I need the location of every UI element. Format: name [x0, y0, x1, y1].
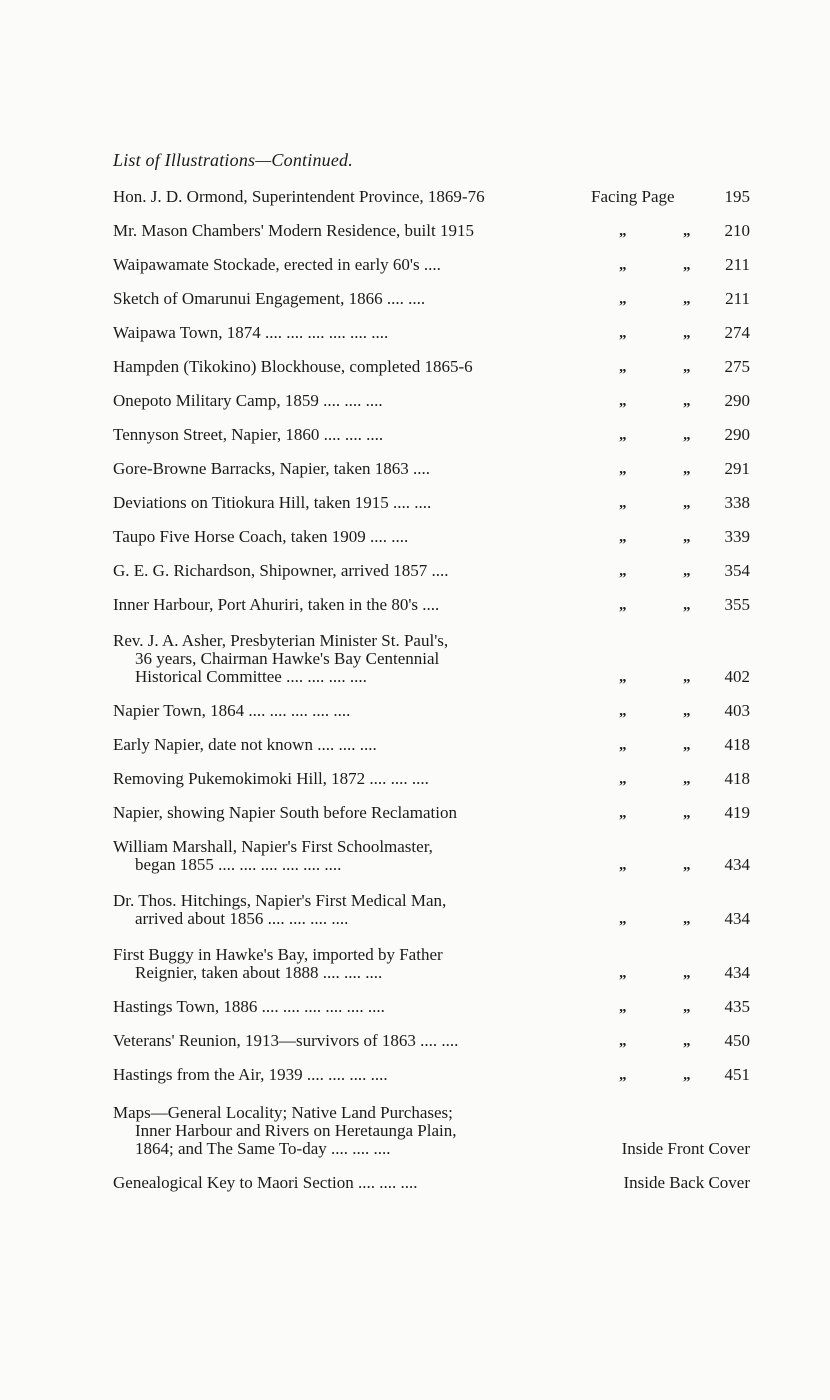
- list-item: [113, 631, 750, 686]
- ditto-mark: „: [683, 427, 691, 443]
- ditto-mark: „: [619, 857, 627, 873]
- ditto-mark: „: [683, 325, 691, 341]
- entry-title-line: Hon. J. D. Ormond, Superintendent Province, 1869-76: [113, 187, 485, 206]
- page-number: 274: [724, 323, 750, 342]
- entry-title: [113, 290, 583, 308]
- entry-title-line: 1864; and The Same To-day .... .... ....: [135, 1139, 391, 1158]
- ditto-mark: „: [619, 325, 627, 341]
- list-item: [113, 358, 750, 376]
- entry-title: [113, 1104, 583, 1158]
- ditto-mark: „: [619, 359, 627, 375]
- list-item: [113, 1066, 750, 1084]
- entry-title: [113, 998, 583, 1016]
- ditto-mark: „: [683, 805, 691, 821]
- entry-title-line: Napier Town, 1864 .... .... .... .... ....: [113, 701, 351, 720]
- entry-title-line: Inner Harbour and Rivers on Heretaunga Plain,: [135, 1121, 457, 1140]
- ditto-mark: „: [683, 965, 691, 981]
- ditto-mark: „: [683, 563, 691, 579]
- page-number: 211: [725, 289, 750, 308]
- list-item: [113, 804, 750, 822]
- list-item: [113, 256, 750, 274]
- entry-title-line: Hastings from the Air, 1939 .... .... .... ....: [113, 1065, 388, 1084]
- entry-title: [113, 702, 583, 720]
- entry-title: [113, 460, 583, 478]
- cover-location: Inside Back Cover: [623, 1173, 750, 1192]
- entry-title-line: Veterans' Reunion, 1913—survivors of 1863 .... ....: [113, 1031, 459, 1050]
- entry-title-line: Early Napier, date not known .... .... ....: [113, 735, 377, 754]
- entry-title-line: Removing Pukemokimoki Hill, 1872 .... .... ....: [113, 769, 429, 788]
- entry-title: [113, 632, 583, 686]
- ditto-mark: „: [619, 597, 627, 613]
- entry-title: [113, 222, 583, 240]
- entry-title: [113, 804, 583, 822]
- ditto-mark: „: [619, 703, 627, 719]
- list-item: [113, 460, 750, 478]
- list-item: [113, 596, 750, 614]
- ditto-mark: „: [619, 1067, 627, 1083]
- list-item: [113, 998, 750, 1016]
- entry-title-line: Waipawa Town, 1874 .... .... .... .... .... ....: [113, 323, 389, 342]
- entry-title-line: Gore-Browne Barracks, Napier, taken 1863 ....: [113, 459, 431, 478]
- list-item: [113, 290, 750, 308]
- entry-title-line: Hampden (Tikokino) Blockhouse, completed 1865-6: [113, 357, 473, 376]
- page-number: 354: [724, 561, 750, 580]
- entry-title: [113, 892, 583, 928]
- list-item: [113, 528, 750, 546]
- list-item: [113, 945, 750, 982]
- entry-title: [113, 1174, 583, 1192]
- ditto-mark: „: [619, 911, 627, 927]
- page-number: 403: [724, 701, 750, 720]
- ditto-mark: „: [619, 529, 627, 545]
- ditto-mark: „: [683, 911, 691, 927]
- page-number: 418: [724, 769, 750, 788]
- entry-title: [113, 770, 583, 788]
- ditto-mark: „: [683, 1067, 691, 1083]
- entry-title: [113, 562, 583, 580]
- page-number: 418: [724, 735, 750, 754]
- ditto-mark: „: [683, 291, 691, 307]
- ditto-mark: „: [619, 965, 627, 981]
- list-item: [113, 562, 750, 580]
- page-number: 275: [724, 357, 750, 376]
- entry-title-line: Taupo Five Horse Coach, taken 1909 .... ....: [113, 527, 409, 546]
- ditto-mark: „: [683, 999, 691, 1015]
- entry-title-line: Rev. J. A. Asher, Presbyterian Minister St. Paul's,: [113, 631, 449, 650]
- ditto-mark: „: [683, 495, 691, 511]
- entry-title: [113, 528, 583, 546]
- entry-title-line: G. E. G. Richardson, Shipowner, arrived 1857 ....: [113, 561, 449, 580]
- entry-title-line: William Marshall, Napier's First Schoolmaster,: [113, 837, 433, 856]
- ditto-mark: „: [683, 461, 691, 477]
- entry-title-line: Mr. Mason Chambers' Modern Residence, built 1915: [113, 221, 474, 240]
- entry-title-line: Historical Committee .... .... .... ....: [135, 667, 367, 686]
- page-number: 290: [724, 391, 750, 410]
- list-item: [113, 392, 750, 410]
- ditto-mark: „: [619, 771, 627, 787]
- cover-item: [113, 1174, 750, 1192]
- ditto-mark: „: [619, 737, 627, 753]
- list-item: [113, 1032, 750, 1050]
- ditto-mark: „: [619, 427, 627, 443]
- ditto-mark: „: [619, 461, 627, 477]
- list-item: [113, 770, 750, 788]
- entry-title-line: 36 years, Chairman Hawke's Bay Centennial: [135, 649, 440, 668]
- entry-title: [113, 1032, 583, 1050]
- page-number: 450: [724, 1031, 750, 1050]
- page-number: 195: [724, 187, 750, 206]
- page-number: 338: [724, 493, 750, 512]
- list-item: [113, 426, 750, 444]
- ditto-mark: „: [619, 1033, 627, 1049]
- cover-item: [113, 1103, 750, 1158]
- page-number: 355: [724, 595, 750, 614]
- ditto-mark: „: [619, 563, 627, 579]
- list-item: [113, 702, 750, 720]
- page-number: 434: [724, 855, 750, 874]
- list-item: [113, 324, 750, 342]
- ditto-mark: „: [683, 529, 691, 545]
- entry-title-line: Napier, showing Napier South before Reclamation: [113, 803, 457, 822]
- entry-title-line: Reignier, taken about 1888 .... .... ....: [135, 963, 383, 982]
- entry-title-line: Tennyson Street, Napier, 1860 .... .... ....: [113, 425, 384, 444]
- entry-title: [113, 256, 583, 274]
- entry-title: [113, 596, 583, 614]
- list-item: [113, 494, 750, 512]
- page-number: 290: [724, 425, 750, 444]
- ditto-mark: „: [619, 495, 627, 511]
- list-item: [113, 188, 750, 206]
- ditto-mark: „: [619, 291, 627, 307]
- list-item: [113, 891, 750, 928]
- list-item: [113, 837, 750, 874]
- page-number: 211: [725, 255, 750, 274]
- ditto-mark: „: [683, 771, 691, 787]
- ditto-mark: „: [683, 1033, 691, 1049]
- page-number: 435: [724, 997, 750, 1016]
- entry-title-line: Sketch of Omarunui Engagement, 1866 .... ....: [113, 289, 426, 308]
- entry-title-line: began 1855 .... .... .... .... .... ....: [135, 855, 342, 874]
- ditto-mark: „: [683, 669, 691, 685]
- ditto-mark: „: [683, 223, 691, 239]
- ditto-mark: „: [683, 393, 691, 409]
- entry-title-line: Genealogical Key to Maori Section .... .... ....: [113, 1173, 418, 1192]
- ditto-mark: „: [619, 999, 627, 1015]
- page-number: 419: [724, 803, 750, 822]
- page-number: 402: [724, 667, 750, 686]
- ditto-mark: „: [683, 597, 691, 613]
- ditto-mark: „: [683, 857, 691, 873]
- ditto-mark: „: [619, 223, 627, 239]
- entry-title-line: Onepoto Military Camp, 1859 .... .... ....: [113, 391, 383, 410]
- page-number: 210: [724, 221, 750, 240]
- entry-title: [113, 358, 583, 376]
- entry-title: [113, 838, 583, 874]
- ditto-mark: „: [619, 669, 627, 685]
- entry-title: [113, 494, 583, 512]
- ditto-mark: „: [619, 257, 627, 273]
- entry-title-line: arrived about 1856 .... .... .... ....: [135, 909, 349, 928]
- entry-title-line: Dr. Thos. Hitchings, Napier's First Medical Man,: [113, 891, 447, 910]
- ditto-mark: „: [683, 257, 691, 273]
- entry-title: [113, 1066, 583, 1084]
- list-item: [113, 222, 750, 240]
- ditto-mark: „: [683, 359, 691, 375]
- entry-title-line: Inner Harbour, Port Ahuriri, taken in the 80's ....: [113, 595, 440, 614]
- page-number: 451: [724, 1065, 750, 1084]
- page-number: 291: [724, 459, 750, 478]
- entry-title-line: Hastings Town, 1886 .... .... .... .... .... ....: [113, 997, 385, 1016]
- entry-title: [113, 946, 583, 982]
- list-heading: List of Illustrations—Continued.: [113, 150, 353, 170]
- page-number: 434: [724, 909, 750, 928]
- page-number: 339: [724, 527, 750, 546]
- entry-title-line: Maps—General Locality; Native Land Purchases;: [113, 1103, 453, 1122]
- entry-title: [113, 324, 583, 342]
- entry-title-line: Waipawamate Stockade, erected in early 60's ....: [113, 255, 441, 274]
- entry-title-line: First Buggy in Hawke's Bay, imported by Father: [113, 945, 443, 964]
- entry-title-line: Deviations on Titiokura Hill, taken 1915 .... ....: [113, 493, 432, 512]
- facing-page-label: Facing Page: [591, 187, 675, 206]
- ditto-mark: „: [683, 703, 691, 719]
- page-number: 434: [724, 963, 750, 982]
- ditto-mark: „: [683, 737, 691, 753]
- list-item: [113, 736, 750, 754]
- entry-title: [113, 736, 583, 754]
- ditto-mark: „: [619, 805, 627, 821]
- ditto-mark: „: [619, 393, 627, 409]
- entry-title: [113, 188, 583, 206]
- entry-title: [113, 392, 583, 410]
- cover-location: Inside Front Cover: [621, 1139, 750, 1158]
- entry-title: [113, 426, 583, 444]
